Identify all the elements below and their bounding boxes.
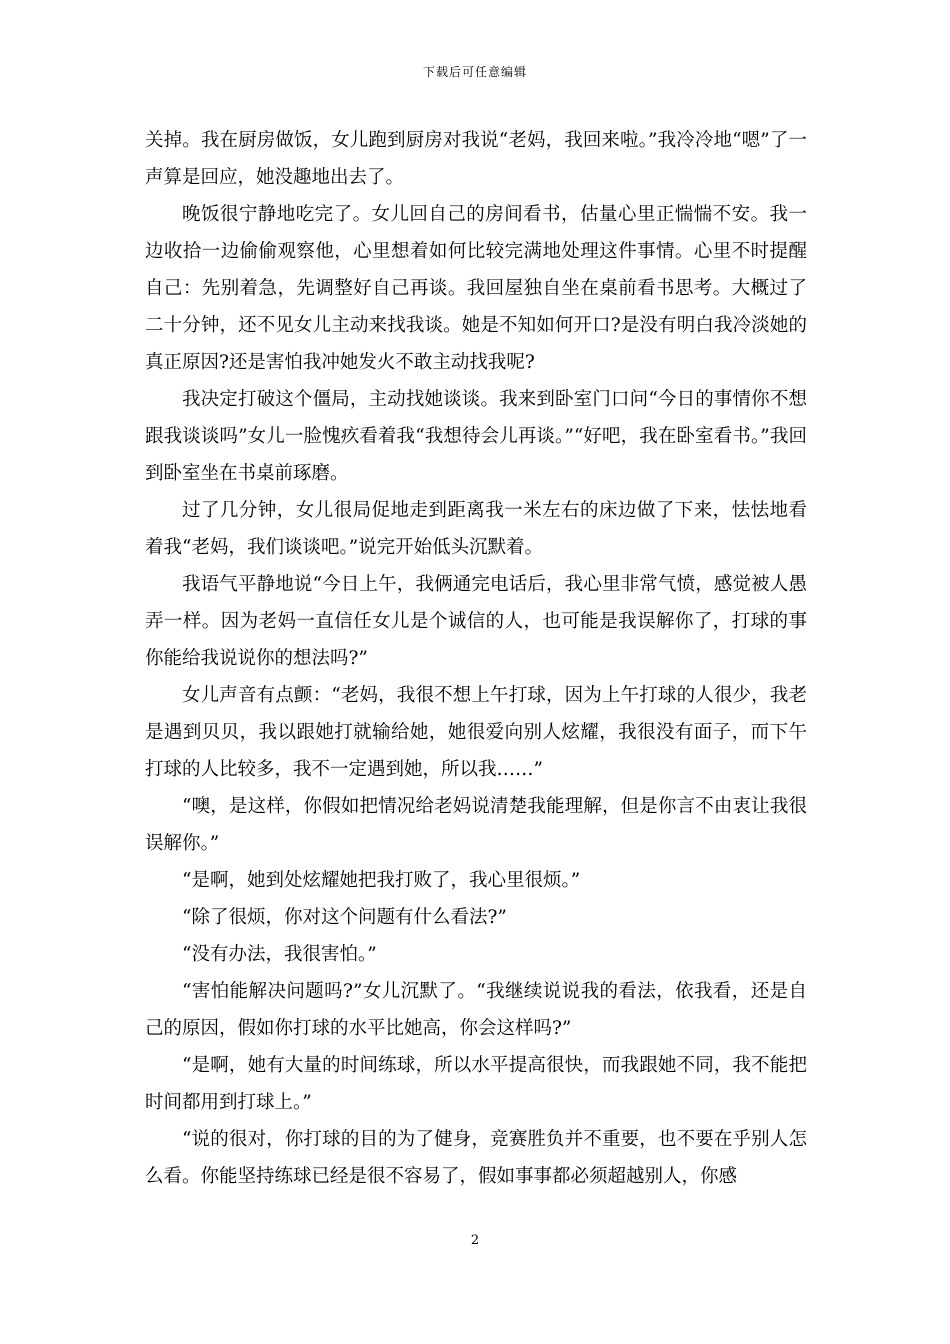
paragraph: “说的很对，你打球的目的为了健身，竞赛胜负并不重要，也不要在乎别人怎么看。你能坚持练球已经是很不容易了，假如事事都必须超越别人，你感 [145, 1129, 807, 1187]
paragraph: “噢，是这样，你假如把情况给老妈说清楚我能理解，但是你言不由衷让我很误解你。” [145, 796, 807, 854]
paragraph: “没有办法，我很害怕。” [182, 944, 377, 965]
paragraph: 晚饭很宁静地吃完了。女儿回自己的房间看书，估量心里正惴惴不安。我一边收拾一边偷偷观察他，心里想着如何比较完满地处理这件事情。心里不时提醒自己：先别着急，先调整好自己再谈。我回屋独自坐在桌前看书思考。大概过了二十分钟，还不见女儿主动来找我谈。她是不知如何开口?是没有明白我冷淡她的真正原因?还是害怕我冲她发火不敢主动找我呢? [145, 204, 807, 373]
page-number: 2 [470, 1233, 480, 1248]
paragraph: 女儿声音有点颤：“老妈，我很不想上午打球，因为上午打球的人很少，我老是遇到贝贝，我以跟她打就输给她，她很爱向别人炫耀，我很没有面子，而下午打球的人比较多，我不一定遇到她，所以我……” [145, 685, 807, 780]
paragraph: “害怕能解决问题吗?”女儿沉默了。“我继续说说我的看法，依我看，还是自己的原因，假如你打球的水平比她高，你会这样吗?” [145, 981, 807, 1039]
paragraph: 我语气平静地说“今日上午，我俩通完电话后，我心里非常气愤，感觉被人愚弄一样。因为老妈一直信任女儿是个诚信的人，也可能是我误解你了，打球的事你能给我说说你的想法吗?” [145, 574, 807, 669]
paragraph: 过了几分钟，女儿很局促地走到距离我一米左右的床边做了下来，怯怯地看着我“老妈，我们谈谈吧。”说完开始低头沉默着。 [145, 500, 807, 558]
paragraph: “是啊，她有大量的时间练球，所以水平提高很快，而我跟她不同，我不能把时间都用到打球上。” [145, 1055, 807, 1113]
paragraph: “除了很烦，你对这个问题有什么看法?” [182, 907, 507, 928]
document-body [145, 122, 807, 1195]
paragraph: 我决定打破这个僵局，主动找她谈谈。我来到卧室门口问“今日的事情你不想跟我谈谈吗”女儿一脸愧疚看着我“我想待会儿再谈。”“好吧，我在卧室看书。”我回到卧室坐在书桌前琢磨。 [145, 389, 807, 484]
paragraph: “是啊，她到处炫耀她把我打败了，我心里很烦。” [182, 870, 581, 891]
paragraph-continued: 关掉。我在厨房做饭，女儿跑到厨房对我说“老妈，我回来啦。”我冷冷地“嗯”了一声算是回应，她没趣地出去了。 [145, 130, 807, 188]
page-header: 下载后可任意编辑 [422, 65, 527, 79]
